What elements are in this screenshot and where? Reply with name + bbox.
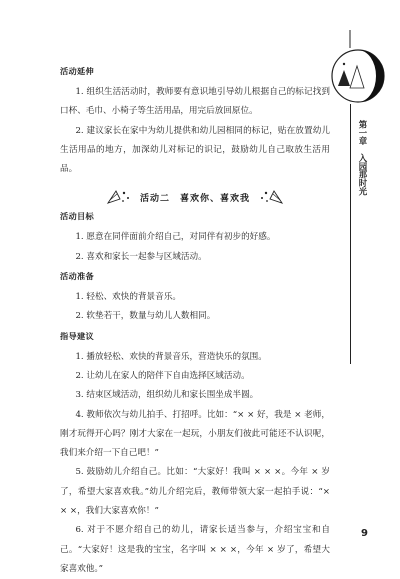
chapter-number: 第一章 — [358, 120, 368, 146]
party-popper-icon — [258, 189, 284, 205]
chapter-emblem — [328, 30, 386, 110]
chapter-tab — [356, 120, 368, 196]
page-number: 9 — [361, 528, 368, 539]
paragraph: 2. 喜欢和家长一起参与区域活动。 — [75, 251, 207, 262]
chapter-title: 入园那时光 — [358, 153, 368, 196]
paragraph: 2. 软垫若干，数量与幼儿人数相同。 — [75, 311, 216, 322]
side-divider — [350, 104, 351, 364]
heading-extension: 活动延伸 — [60, 66, 94, 76]
heading-guide: 指导建议 — [60, 330, 94, 341]
paragraph: 1. 轻松、欢快的背景音乐。 — [75, 292, 181, 303]
paragraph: 6. 对于不愿介绍自己的幼儿，请家长适当参与，介绍宝宝和自己。“大家好！这是我的宝宝，名字叫 × × ×，今年 × 岁了，希望大家喜欢他。” — [60, 525, 330, 574]
paragraph: 1. 播放轻松、欢快的背景音乐，营造快乐的氛围。 — [75, 351, 267, 362]
paragraph: 1. 愿意在同伴面前介绍自己，对同伴有初步的好感。 — [75, 232, 276, 243]
paragraph: 5. 鼓励幼儿介绍自己。比如：“大家好！我叫 × × ×。今年 × 岁了，希望大家喜欢我。”幼儿介绍完后，教师带领大家一起拍手说：“× × ×，我们大家喜欢你！” — [60, 467, 330, 517]
heading-prep: 活动准备 — [60, 271, 94, 282]
section-header — [60, 189, 330, 205]
paragraph: 2. 让幼儿在家人的陪伴下自由选择区域活动。 — [75, 370, 250, 381]
page-content — [60, 62, 330, 579]
party-popper-icon — [106, 189, 132, 205]
heading-goals: 活动目标 — [60, 211, 94, 222]
section-title: 活动二 喜欢你、喜欢我 — [139, 193, 250, 204]
paragraph: 3. 结束区域活动，组织幼儿和家长围坐成半圆。 — [75, 390, 259, 401]
paragraph: 2. 建议家长在家中为幼儿提供和幼儿园相同的标记，贴在放置幼儿生活用品的地方，加深幼儿对标记的识记，鼓励幼儿自己取放生活用品。 — [60, 125, 330, 175]
paragraph: 1. 组织生活活动时，教师要有意识地引导幼儿根据自己的标记找到口杯、毛巾、小椅子等生活用品，用完后放回原位。 — [60, 87, 330, 117]
paragraph: 4. 教师依次与幼儿拍手、打招呼。比如：“× × 好，我是 × 老师，刚才玩得开心吗？刚才大家在一起玩，小朋友们彼此可能还不认识呢，我们来介绍一下自己吧！” — [60, 409, 330, 459]
